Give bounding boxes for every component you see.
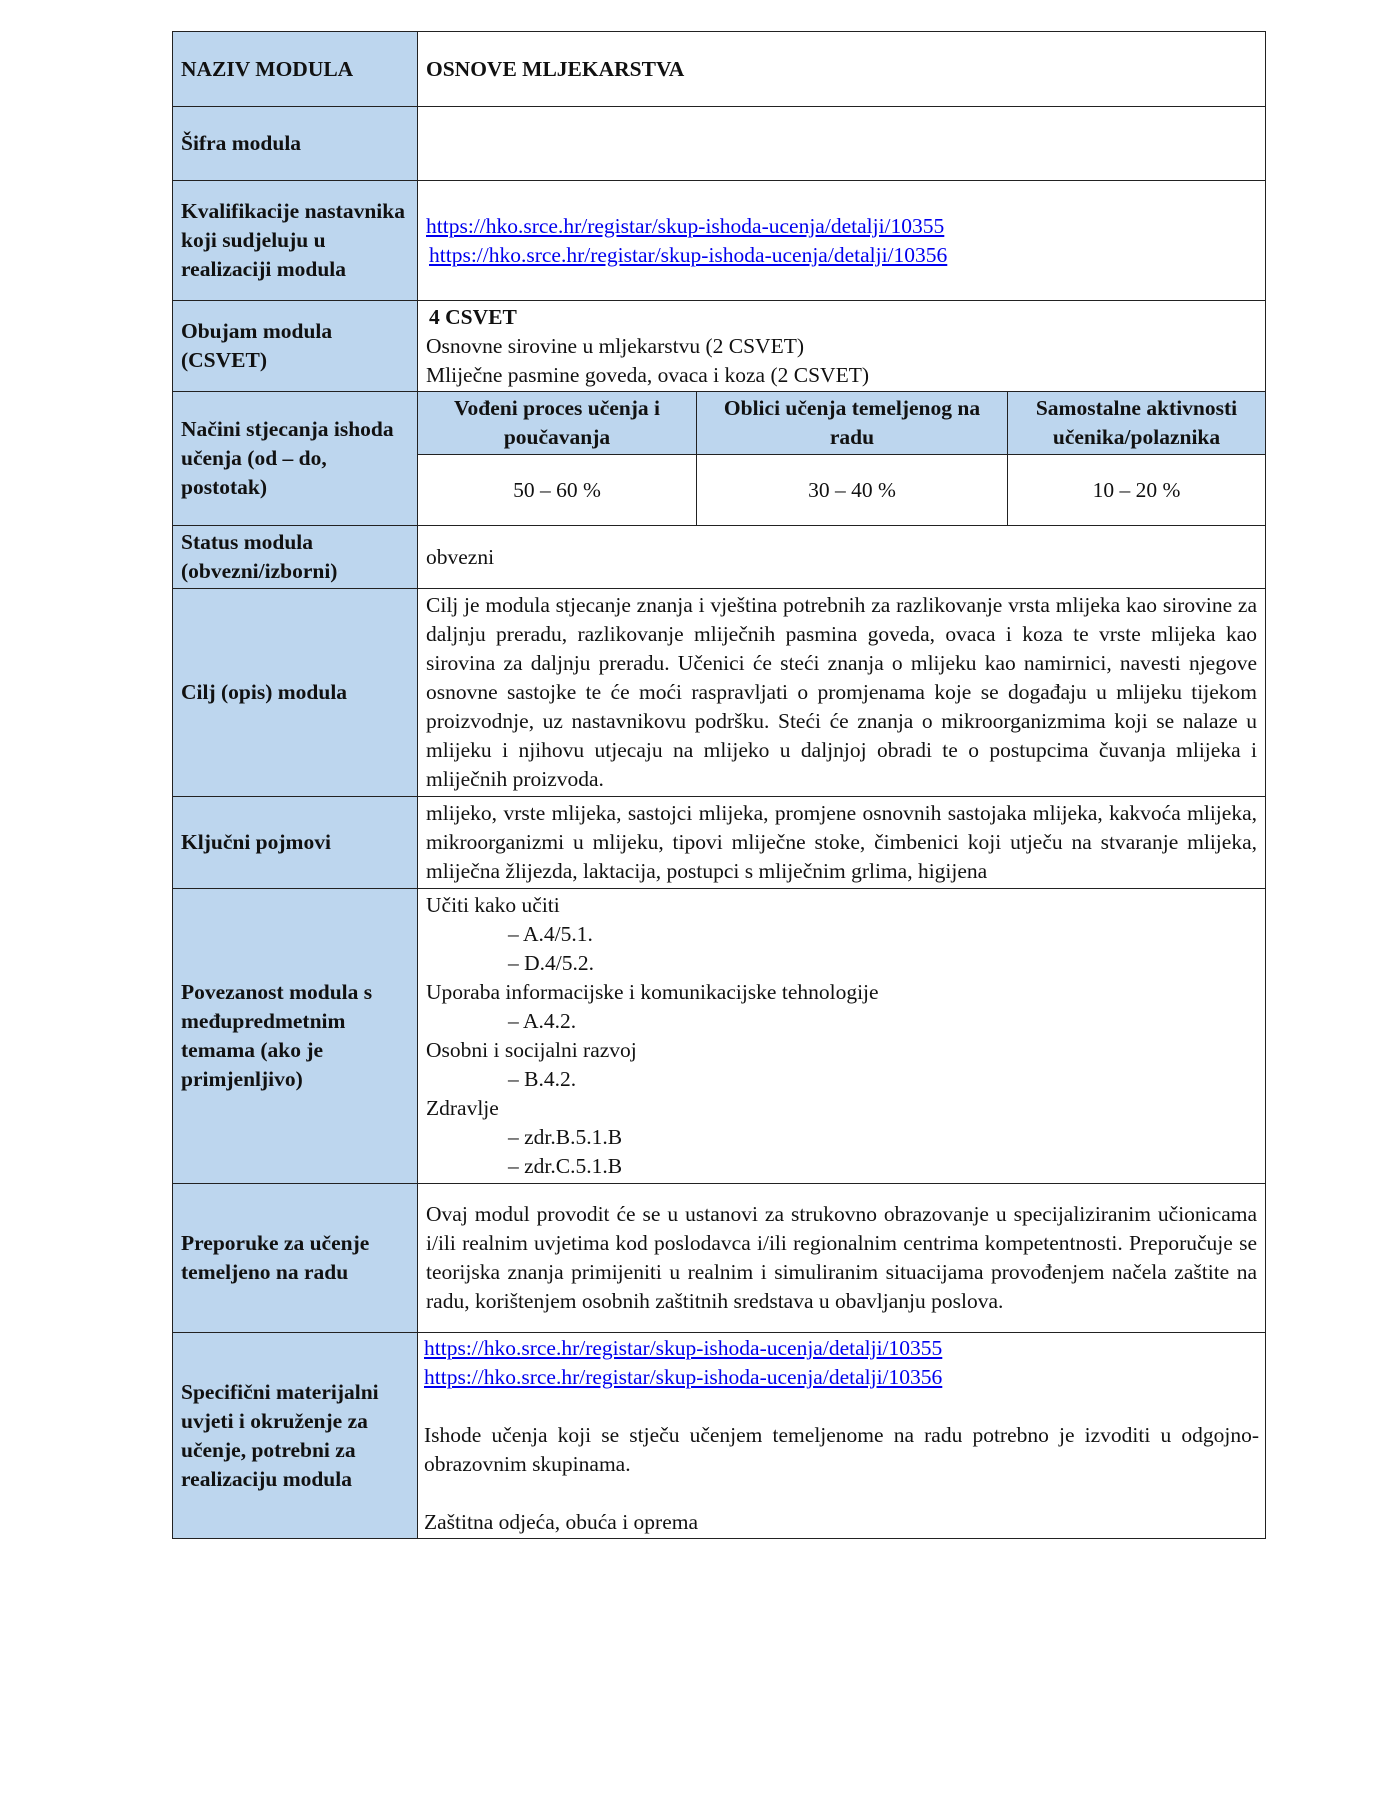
- nacini-value: 30 – 40 %: [697, 455, 1008, 526]
- row-pojmovi: [173, 797, 1266, 889]
- row-kvalifikacije: [173, 181, 1266, 301]
- label-pojmovi: Ključni pojmovi: [173, 797, 418, 889]
- uvjeti-text: Ishode učenja koji se stječu učenjem temeljenome na radu potrebno je izvoditi u odgojno-obrazovnim skupinama.: [424, 1423, 1259, 1476]
- module-table: [172, 31, 1266, 1539]
- value-kvalifikacije: [418, 181, 1266, 301]
- row-naziv: [173, 32, 1266, 107]
- label-nacini: Načini stjecanja ishoda učenja (od – do, postotak): [173, 392, 418, 526]
- label-kvalifikacije: Kvalifikacije nastavnika koji sudjeluju u realizaciji modula: [173, 181, 418, 301]
- label-povezanost: Povezanost modula s međupredmetnim temama (ako je primjenljivo): [173, 889, 418, 1184]
- obujam-total: 4 CSVET: [429, 304, 517, 329]
- nacini-value: 50 – 60 %: [513, 477, 601, 502]
- value-uvjeti: [418, 1333, 1266, 1539]
- nacini-header: Vođeni proces učenja i poučavanja: [418, 392, 697, 455]
- row-nacini: [173, 392, 1266, 526]
- link-10356[interactable]: https://hko.srce.hr/registar/skup-ishoda-ucenja/detalji/10356: [424, 1365, 943, 1389]
- value-nacini: [418, 392, 1266, 526]
- tema-item: – zdr.B.5.1.B: [508, 1125, 623, 1149]
- tema-item: – D.4/5.2.: [508, 951, 594, 975]
- value-obujam: [418, 301, 1266, 392]
- tema-item: – A.4.2.: [508, 1009, 577, 1033]
- value-sifra: [418, 107, 1266, 181]
- nacini-header: Oblici učenja temeljenog na radu: [697, 392, 1008, 455]
- label-obujam: Obujam modula (CSVET): [173, 301, 418, 392]
- row-sifra: [173, 107, 1266, 181]
- row-cilj: [173, 589, 1266, 797]
- row-uvjeti: [173, 1333, 1266, 1539]
- value-naziv: OSNOVE MLJEKARSTVA: [418, 32, 1266, 107]
- link-10356[interactable]: https://hko.srce.hr/registar/skup-ishoda-ucenja/detalji/10356: [429, 242, 948, 267]
- link-10355[interactable]: https://hko.srce.hr/registar/skup-ishoda-ucenja/detalji/10355: [426, 213, 945, 238]
- link-10355[interactable]: https://hko.srce.hr/registar/skup-ishoda-ucenja/detalji/10355: [424, 1336, 943, 1360]
- tema-title: Zdravlje: [426, 1096, 499, 1120]
- tema-item: – A.4/5.1.: [508, 922, 593, 946]
- label-preporuke: Preporuke za učenje temeljeno na radu: [173, 1184, 418, 1333]
- tema-title: Osobni i socijalni razvoj: [426, 1038, 637, 1062]
- row-status: [173, 526, 1266, 589]
- value-status: obvezni: [418, 526, 1266, 589]
- row-povezanost: [173, 889, 1266, 1184]
- label-sifra: Šifra modula: [173, 107, 418, 181]
- value-cilj: Cilj je modula stjecanje znanja i vještina potrebnih za razlikovanje vrsta mlijeka kao sirovine za daljnju preradu, razlikovanje mliječnih pasmina goveda, ovaca i koza te vrste mlijeka kao sirovina za daljnju preradu. Učenici će steći znanja o mlijeku kao namirnici, navesti njegove osnovne sastojke te će moći raspravljati o promjenama koje se događaju u mlijeku tijekom proizvodnje, uz nastavnikovu podršku. Steći će znanja o mikroorganizmima koji se nalaze u mlijeku i njihovu utjecaju na mlijeko u daljnjoj obradi te o postupcima čuvanja mlijeka i mliječnih proizvoda.: [418, 589, 1266, 797]
- label-status: Status modula (obvezni/izborni): [173, 526, 418, 589]
- obujam-line: Mliječne pasmine goveda, ovaca i koza (2 CSVET): [426, 362, 869, 387]
- uvjeti-text: Zaštitna odjeća, obuća i oprema: [424, 1510, 699, 1534]
- nacini-header: Samostalne aktivnosti učenika/polaznika: [1008, 392, 1266, 455]
- label-naziv: NAZIV MODULA: [173, 32, 418, 107]
- label-cilj: Cilj (opis) modula: [173, 589, 418, 797]
- tema-title: Učiti kako učiti: [426, 893, 560, 917]
- nacini-subtable: [418, 392, 1265, 525]
- tema-item: – zdr.C.5.1.B: [508, 1154, 623, 1178]
- tema-title: Uporaba informacijske i komunikacijske tehnologije: [426, 980, 879, 1004]
- tema-item: – B.4.2.: [508, 1067, 577, 1091]
- row-obujam: [173, 301, 1266, 392]
- value-preporuke: Ovaj modul provodit će se u ustanovi za strukovno obrazovanje u specijaliziranim učionicama i/ili realnim uvjetima kod poslodavca i/ili regionalnim centrima kompetentnosti. Preporučuje se teorijska znanja primijeniti u realnim i simuliranim situacijama provođenjem načela zaštite na radu, korištenjem osobnih zaštitnih sredstava u obavljanju poslova.: [418, 1184, 1266, 1333]
- nacini-value: 10 – 20 %: [1008, 455, 1266, 526]
- row-preporuke: [173, 1184, 1266, 1333]
- obujam-line: Osnovne sirovine u mljekarstvu (2 CSVET): [426, 333, 804, 358]
- value-pojmovi: mlijeko, vrste mlijeka, sastojci mlijeka, promjene osnovnih sastojaka mlijeka, kakvoća mlijeka, mikroorganizmi u mlijeku, tipovi mliječne stoke, čimbenici koji utječu na stvaranje mlijeka, mliječna žlijezda, laktacija, postupci s mliječnim grlima, higijena: [418, 797, 1266, 889]
- value-povezanost: [418, 889, 1266, 1184]
- label-uvjeti: Specifični materijalni uvjeti i okruženje za učenje, potrebni za realizaciju modula: [173, 1333, 418, 1539]
